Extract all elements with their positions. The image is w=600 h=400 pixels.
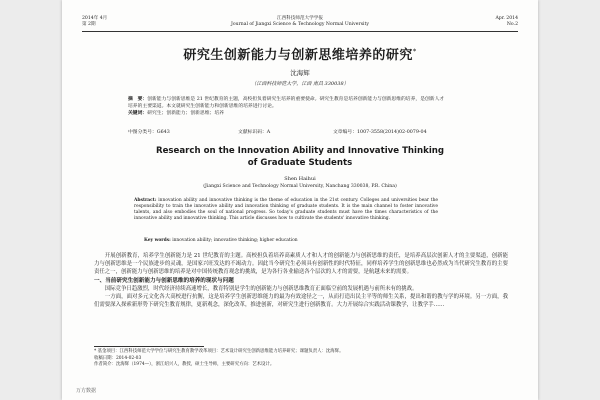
keywords-zh-label: 关键词：: [128, 110, 148, 117]
title-english: Research on the Innovation Ability and Innovative Thinking of Graduate Students: [155, 146, 445, 168]
footnote-rule: [94, 346, 204, 347]
body-paragraph-1: 开展创新教育，培养学生创新能力是 21 世纪教育的主题。高校担负着培养高素质人才和人才的创新能力与创新思维的责任，是培养高层次创新人才的主要渠道，创新能力与创新思维是一个民族进步的灵魂，是国家兴旺发达的不竭动力。因此当今研究生必须具有创新性的时代特征，同样培养学生的创新思维也必然成为当代研究生教育的主要责任之一，创新能力与创新思维的培养是对中国传统教育观念的挑战，是为各行各业输送各个层次的人才的需要，是航越未来的需要。: [94, 253, 508, 276]
document-code: 文献标识码：A: [238, 130, 271, 135]
body-paragraph-3: 一方面，面对多元文化各大高校进行抗衡，这是培养学生创新思维能力的最为有效途径之一，从而打造出民主平等的师生关系，提出和谐的教与学的环境。另一方面，我们需要深入探索新形势下研究生教育规律，更新观念，深化改革，推进创新，对研究生进行创新教育。大力开展综合实践活动课教学，让教学手……: [94, 294, 508, 309]
keywords-en-label: Key words:: [144, 238, 171, 243]
abstract-english: [134, 198, 438, 222]
header-date: Apr. 2014 No.2: [495, 16, 518, 27]
article-number: 文章编号：1007-3558(2014)02-0079-04: [333, 130, 427, 135]
journal-page: [62, 0, 538, 400]
abstract-zh-text: 创新能力与创新思维是 21 世纪教育的主题，高校担负着研究生培养的重要使命。研究生教育是培养创新能力与创新思维的培养，是创新人才培养的主要渠道。本文就研究生创新能力和创新思维的培养进行讨论。: [128, 97, 445, 109]
keywords-english: [144, 238, 444, 243]
abstract-en-text: innovation ability and innovative thinking is the theme of education in the 21st century. Colleges and universities bear the responsibility to train the innovative ability and innovation thinking of graduate students. It is the main channel to foster innovative talents, and also embodies the soul of national progress. So today's graduate students must have the times characteristics of the innovative ability and innovative thinking. This article discusses how to cultivate the students' innovative thinking.: [134, 198, 438, 221]
author-english: Shen Haihui: [284, 176, 316, 182]
abstract-en-label: Abstract:: [134, 198, 157, 203]
header-rule: [82, 31, 518, 32]
received-date: 收稿日期：2014-02-03: [94, 355, 142, 361]
fund-note: * 基金项目：江西科技师范大学学位与研究生教育教学改革项目：艺术设计研究生创新思维能力培养研究；课题负责人：沈海辉。: [94, 349, 344, 354]
section-heading-1: 一、当前研究生创新能力与创新思维的培养的现状与问题: [94, 277, 234, 284]
title-chinese-text: 研究生创新能力与创新思维培养的研究: [183, 48, 413, 63]
body-text: [94, 252, 508, 309]
header-journal: 江西科技师范大学学报 Journal of Jiangxi Science & Technology Normal University: [231, 16, 369, 27]
title-chinese: [62, 44, 538, 63]
affiliation-english: (Jiangxi Science and Technology Normal University, Nanchang 330038, P.R. China): [203, 184, 397, 189]
abstract-chinese: [128, 96, 446, 118]
keywords-zh-text: 研究生；创新能力；创新思维；培养: [147, 111, 224, 117]
author-chinese: 沈海辉: [290, 69, 310, 77]
body-paragraph-2: 国际竞争日趋激烈，时代经济持续高速增长，教育特别是学生的创新能力与创新思维教育正面临空前的发展机遇与前所未有的挑战。: [104, 285, 418, 292]
affiliation-chinese: （江西科技师范大学，江西 南昌 330038）: [251, 81, 349, 87]
clc-number: 中图分类号：G643: [128, 130, 170, 135]
title-footnote-mark: *: [412, 48, 417, 56]
abstract-zh-label: 摘 要：: [128, 96, 148, 102]
keywords-en-text: innovation ability; innovative thinking; higher education: [172, 238, 298, 243]
header-issue: 2014年 4月 第 2期: [82, 16, 108, 27]
database-watermark: 万方数据: [76, 388, 97, 394]
footnotes: [94, 349, 504, 369]
author-bio: 作者简介：沈海辉（1974—），浙江绍兴人，教授，硕士生导师，主要研究方向：艺术设计。: [94, 362, 275, 368]
